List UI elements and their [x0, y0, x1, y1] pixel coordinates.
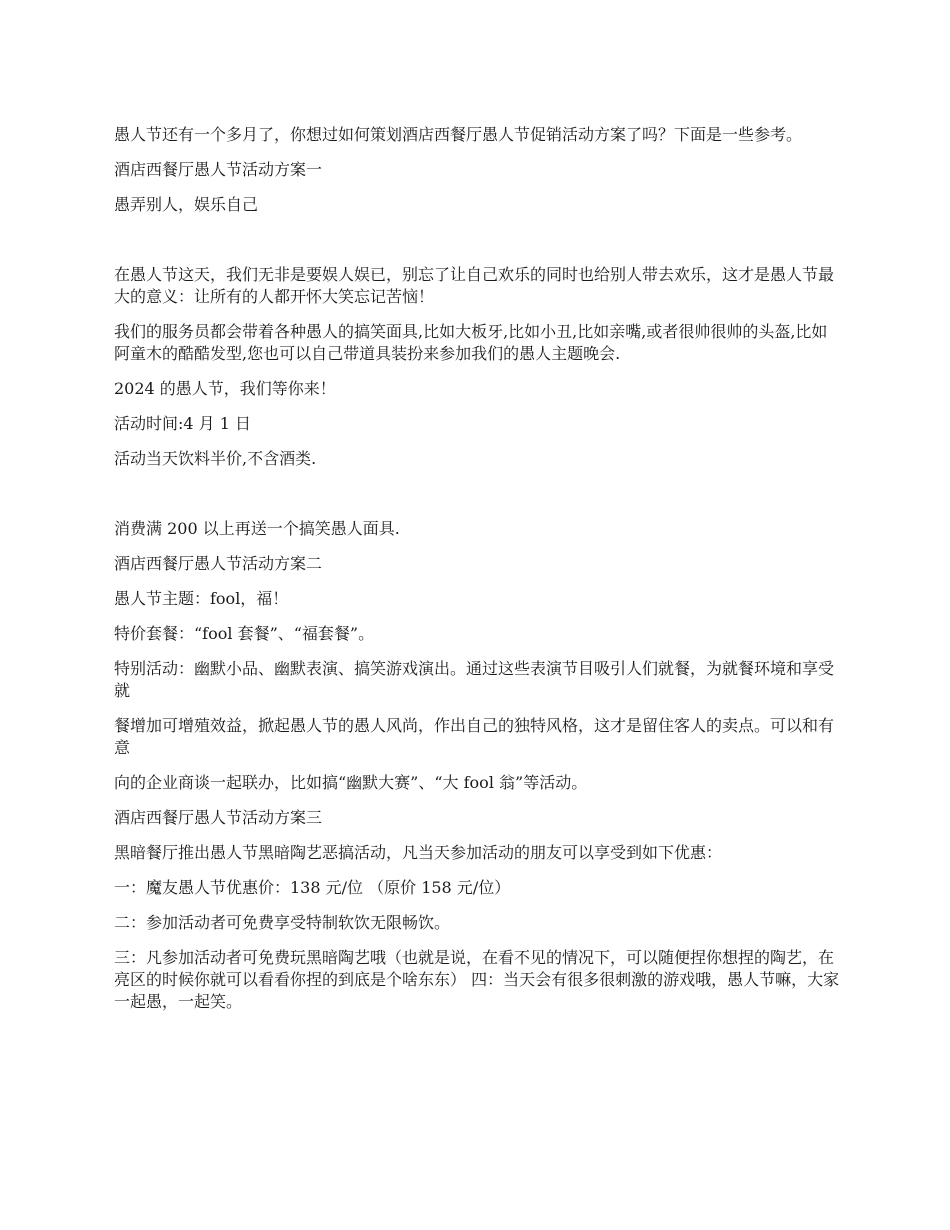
plan-three-item-one: 一：魔友愚人节优惠价：138 元/位 （原价 158 元/位） — [114, 878, 511, 897]
plan-one-invite: 2024 的愚人节，我们等你来！ — [114, 379, 336, 398]
plan-three-intro: 黑暗餐厅推出愚人节黑暗陶艺恶搞活动，凡当天参加活动的朋友可以享受到如下优惠： — [114, 843, 723, 862]
plan-one-time: 活动时间:4 月 1 日 — [114, 414, 252, 433]
plan-one-meaning: 在愚人节这天，我们无非是要娱人娱已，别忘了让自己欢乐的同时也给别人带去欢乐，这才是愚人节最大的意义：让所有的人都开怀大笑忘记苦恼！ — [114, 265, 835, 306]
intro-paragraph: 愚人节还有一个多月了，你想过如何策划酒店西餐厅愚人节促销活动方案了吗？下面是一些参考。 — [114, 125, 803, 144]
plan-one-slogan: 愚弄别人，娱乐自己 — [114, 195, 259, 214]
plan-one-masks: 我们的服务员都会带着各种愚人的搞笑面具,比如大板牙,比如小丑,比如亲嘴,或者很帅很帅的头盔,比如阿童木的酷酷发型,您也可以自己带道具装扮来参加我们的愚人主题晚会. — [114, 322, 828, 363]
plan-two-benefit: 餐增加可增殖效益，掀起愚人节的愚人风尚，作出自己的独特风格，这才是留住客人的卖点。可以和有意 — [114, 716, 835, 757]
plan-two-partnership: 向的企业商谈一起联办，比如搞“幽默大赛”、“大 fool 翁”等活动。 — [114, 773, 588, 792]
plan-two-set-meals: 特价套餐：“fool 套餐”、“福套餐”。 — [114, 624, 375, 643]
plan-three-item-two: 二：参加活动者可免费享受特制软饮无限畅饮。 — [114, 913, 451, 932]
plan-two-special-activity: 特别活动：幽默小品、幽默表演、搞笑游戏演出。通过这些表演节目吸引人们就餐，为就餐环境和享受就 — [114, 659, 835, 700]
plan-one-drinks: 活动当天饮料半价,不含酒类. — [114, 449, 317, 468]
plan-one-heading: 酒店西餐厅愚人节活动方案一 — [114, 160, 323, 179]
plan-two-theme: 愚人节主题：fool，福！ — [114, 589, 289, 608]
plan-two-heading: 酒店西餐厅愚人节活动方案二 — [114, 554, 323, 573]
plan-three-heading: 酒店西餐厅愚人节活动方案三 — [114, 808, 323, 827]
plan-three-item-three-four: 三：凡参加活动者可免费玩黑暗陶艺哦（也就是说，在看不见的情况下，可以随便捏你想捏的陶艺，在亮区的时候你就可以看看你捏的到底是个啥东东） 四：当天会有很多很刺激的游戏哦，愚人节嘛，大家一起愚，一起笑。 — [114, 948, 840, 1011]
plan-one-gift: 消费满 200 以上再送一个搞笑愚人面具. — [114, 519, 400, 538]
